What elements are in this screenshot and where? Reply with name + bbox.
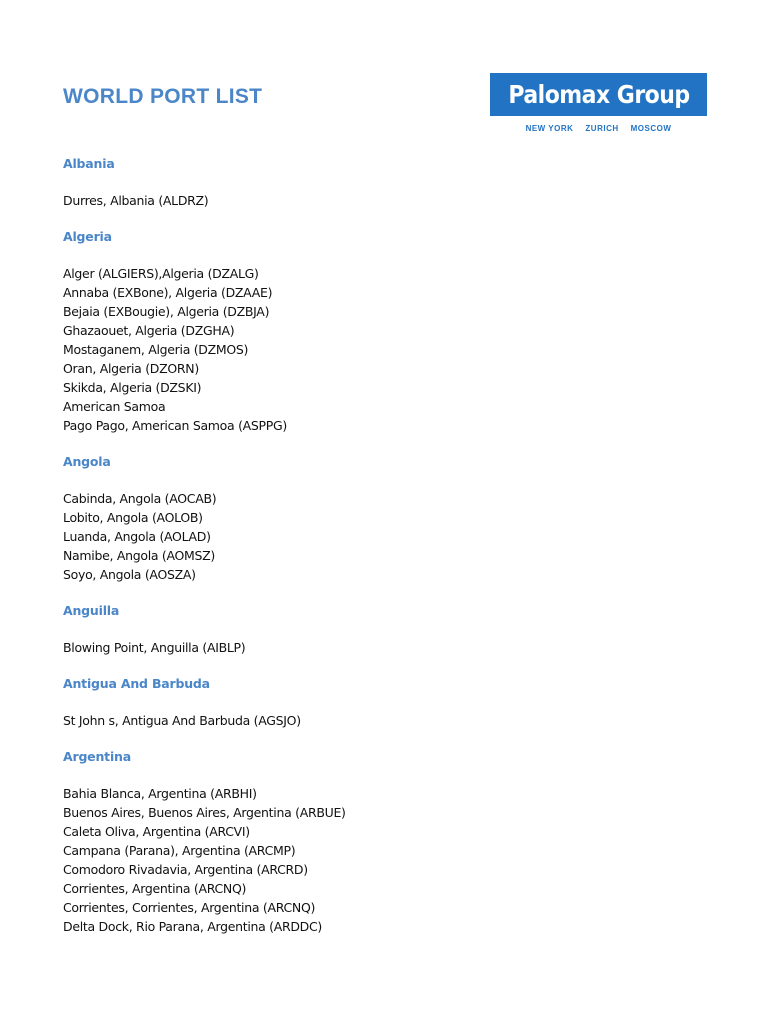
port-list [63, 784, 703, 936]
country-heading: Argentina [63, 749, 131, 764]
country-heading: Antigua And Barbuda [63, 676, 210, 691]
port-item: Lobito, Angola (AOLOB) [63, 510, 203, 525]
port-item: Skikda, Algeria (DZSKI) [63, 380, 202, 395]
company-logo-text: Palomax Group [507, 80, 690, 109]
country-section [63, 673, 703, 730]
port-item: Delta Dock, Rio Parana, Argentina (ARDDC) [63, 919, 323, 934]
company-logo [490, 73, 707, 116]
country-section [63, 451, 703, 584]
page-title: WORLD PORT LIST [63, 85, 263, 108]
port-item: Ghazaouet, Algeria (DZGHA) [63, 323, 235, 338]
port-item: Bejaia (EXBougie), Algeria (DZBJA) [63, 304, 270, 319]
port-item: Bahia Blanca, Argentina (ARBHI) [63, 786, 257, 801]
port-list [63, 638, 703, 657]
port-list [63, 711, 703, 730]
port-item: Luanda, Angola (AOLAD) [63, 529, 211, 544]
country-section [63, 226, 703, 435]
port-item: Annaba (EXBone), Algeria (DZAAE) [63, 285, 273, 300]
port-item: Corrientes, Corrientes, Argentina (ARCNQ) [63, 900, 316, 915]
port-list [63, 489, 703, 584]
country-section [63, 600, 703, 657]
port-list [63, 264, 703, 435]
country-section [63, 746, 703, 936]
country-heading: Anguilla [63, 603, 120, 618]
port-item: Comodoro Rivadavia, Argentina (ARCRD) [63, 862, 308, 877]
port-item: Corrientes, Argentina (ARCNQ) [63, 881, 247, 896]
port-item: Cabinda, Angola (AOCAB) [63, 491, 217, 506]
port-item: Namibe, Angola (AOMSZ) [63, 548, 216, 563]
office-cities [490, 124, 707, 133]
port-list-content [63, 153, 703, 952]
port-item: American Samoa [63, 399, 166, 414]
port-item: Campana (Parana), Argentina (ARCMP) [63, 843, 296, 858]
country-heading: Algeria [63, 229, 112, 244]
port-item: Buenos Aires, Buenos Aires, Argentina (ARBUE) [63, 805, 346, 820]
city-label: MOSCOW [630, 124, 672, 133]
port-item: Oran, Algeria (DZORN) [63, 361, 199, 376]
port-item: Caleta Oliva, Argentina (ARCVI) [63, 824, 250, 839]
port-item: St John s, Antigua And Barbuda (AGSJO) [63, 713, 301, 728]
city-label: NEW YORK [525, 124, 574, 133]
port-item: Alger (ALGIERS),Algeria (DZALG) [63, 266, 259, 281]
country-heading: Angola [63, 454, 111, 469]
port-item: Pago Pago, American Samoa (ASPPG) [63, 418, 287, 433]
port-item: Durres, Albania (ALDRZ) [63, 193, 209, 208]
city-label: ZURICH [585, 124, 619, 133]
port-list [63, 191, 703, 210]
port-item: Mostaganem, Algeria (DZMOS) [63, 342, 249, 357]
country-heading: Albania [63, 156, 115, 171]
port-item: Blowing Point, Anguilla (AIBLP) [63, 640, 246, 655]
country-section [63, 153, 703, 210]
port-item: Soyo, Angola (AOSZA) [63, 567, 196, 582]
